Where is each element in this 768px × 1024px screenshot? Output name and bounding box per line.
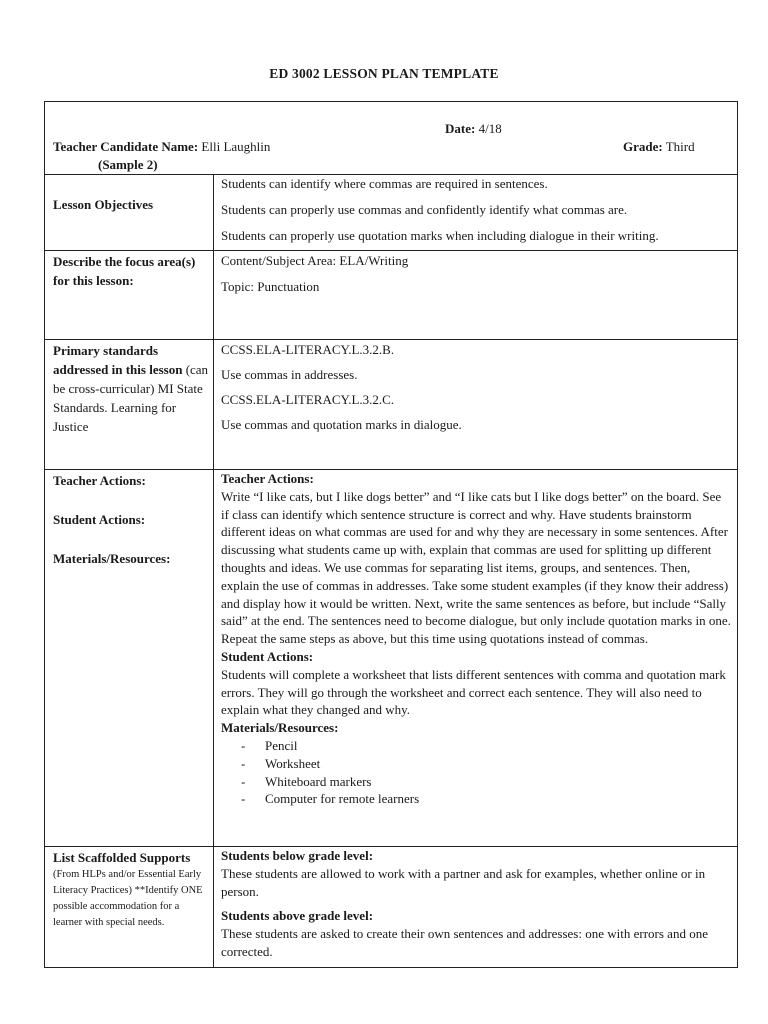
standards-label-bold: Primary standards addressed in this lesson — [53, 343, 183, 377]
scaffold-label-bold: List Scaffolded Supports — [53, 850, 191, 865]
student-actions-heading: Student Actions: — [221, 648, 314, 664]
focus-label: Describe the focus area(s) for this lesson: — [45, 251, 214, 339]
list-item: - Worksheet — [241, 755, 731, 773]
scaffold-row — [45, 847, 737, 967]
student-actions-text: Students will complete a worksheet that lists different sentences with comma and quotation mark errors. They will go through the worksheet and correct each sentence. They will also need to explain what they changed and why. — [221, 666, 726, 718]
date-value: 4/18 — [478, 121, 502, 136]
teacher-actions-text: Write “I like cats, but I like dogs better” and “I like cats but I like dogs better” on the board. See if class can identify which sentence structure is correct and why. Have students brainstorm different ideas on what commas are used for and why they are necessary in some sentences. After discussing what students came up with, explain that commas are used for splitting up different thoughts and ideas. We use commas for separating list items, groups, and sentences. Then, explain the use of commas in addresses. Take some student examples (if they know their address) and display how it would be written. Next, write the same sentences as before, but include “Sally said” at the end. The sentences need to become dialogue, but only include quotation marks in one. Repeat the same steps as above, but this time using quotations instead of commas. — [221, 488, 731, 647]
objective-item: Students can properly use quotation marks when including dialogue in their writing. — [221, 228, 659, 243]
standard-code: CCSS.ELA-LITERACY.L.3.2.C. — [221, 392, 395, 407]
standard-code: CCSS.ELA-LITERACY.L.3.2.B. — [221, 342, 395, 357]
actions-content — [214, 470, 737, 846]
student-actions-label: Student Actions: — [53, 512, 146, 527]
standard-description: Use commas in addresses. — [221, 367, 358, 382]
standard-description: Use commas and quotation marks in dialogue. — [221, 417, 462, 432]
above-grade-heading: Students above grade level: — [221, 908, 374, 923]
teacher-actions-label: Teacher Actions: — [53, 473, 146, 488]
focus-content — [214, 251, 737, 339]
actions-row — [45, 470, 737, 847]
above-grade-text: These students are asked to create their own sentences and addresses: one with errors and one corrected. — [221, 926, 708, 959]
objective-item: Students can properly use commas and confidently identify what commas are. — [221, 202, 628, 217]
materials-label: Materials/Resources: — [53, 551, 171, 566]
grade-field — [623, 139, 695, 155]
grade-value: Third — [665, 139, 695, 154]
scaffold-label — [45, 847, 214, 967]
teacher-name-label: Teacher Candidate Name: — [53, 139, 199, 154]
focus-row — [45, 251, 737, 340]
list-item: - Pencil — [241, 737, 731, 755]
list-item: - Whiteboard markers — [241, 773, 731, 791]
teacher-name-field — [53, 139, 270, 155]
header-row — [45, 102, 737, 175]
teacher-name-value: Elli Laughlin — [201, 139, 271, 154]
objectives-row — [45, 175, 737, 251]
scaffold-content — [214, 847, 737, 967]
date-label: Date: — [445, 121, 476, 136]
content-area-text: Content/Subject Area: ELA/Writing — [221, 253, 409, 268]
document-title: ED 3002 LESSON PLAN TEMPLATE — [269, 66, 499, 81]
standards-label — [45, 340, 214, 469]
grade-label: Grade: — [623, 139, 663, 154]
topic-text: Topic: Punctuation — [221, 279, 320, 294]
objective-item: Students can identify where commas are required in sentences. — [221, 176, 548, 191]
materials-list — [221, 737, 731, 808]
below-grade-heading: Students below grade level: — [221, 848, 374, 863]
sample-label: (Sample 2) — [98, 157, 158, 172]
objectives-label: Lesson Objectives — [45, 175, 214, 250]
materials-heading: Materials/Resources: — [221, 720, 339, 736]
teacher-actions-heading: Teacher Actions: — [221, 471, 314, 486]
date-field — [445, 121, 502, 137]
actions-labels — [45, 470, 214, 846]
list-item: - Computer for remote learners — [241, 790, 731, 808]
standards-row — [45, 340, 737, 470]
objectives-content — [214, 175, 737, 250]
standards-content — [214, 340, 737, 469]
standards-label-rest: (can be cross-curricular) MI State Standards. Learning for Justice — [53, 362, 209, 434]
below-grade-text: These students are allowed to work with a partner and ask for examples, whether online or in person. — [221, 866, 706, 899]
scaffold-label-note: (From HLPs and/or Essential Early Literacy Practices) **Identify ONE possible accommodation for a learner with special needs. — [53, 869, 203, 928]
lesson-plan-table — [44, 101, 738, 968]
